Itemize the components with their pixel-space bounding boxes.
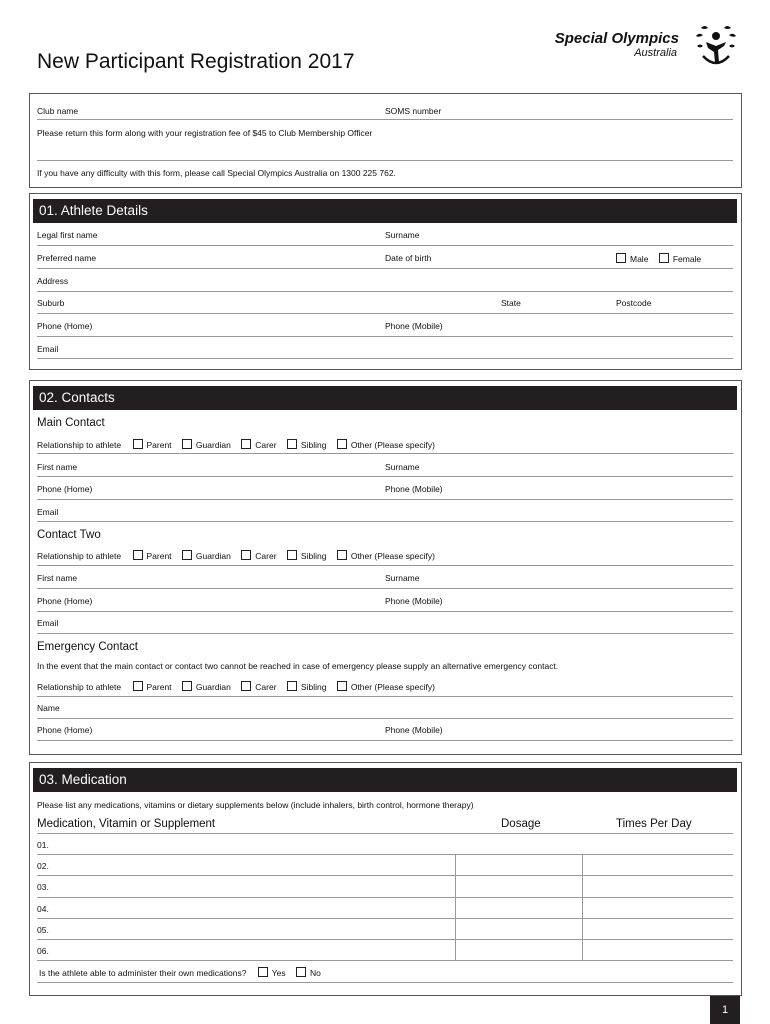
carer-label: Carer xyxy=(255,440,277,450)
col-medication-header: Medication, Vitamin or Supplement xyxy=(37,818,216,830)
row-label-6: 06. xyxy=(37,946,49,956)
return-note: Please return this form along with your registration fee of $45 to Club Membership Officer xyxy=(37,128,373,138)
row-label-1: 01. xyxy=(37,840,49,850)
other-label: Other (Please specify) xyxy=(350,551,435,561)
email-field[interactable] xyxy=(37,358,733,359)
phone-home-label: Phone (Home) xyxy=(37,596,93,606)
relationship-line xyxy=(37,565,733,566)
relationship-label: Relationship to athlete xyxy=(37,551,122,561)
main-relationship-row xyxy=(37,439,443,450)
page-number: 1 xyxy=(710,996,740,1024)
preferred-name-field[interactable] xyxy=(37,268,733,269)
email-field[interactable] xyxy=(37,633,733,634)
parent-label: Parent xyxy=(146,440,172,450)
times-column-divider xyxy=(582,854,583,960)
contacts-section-title: 02. Contacts xyxy=(33,386,737,410)
carer-checkbox[interactable] xyxy=(241,550,251,560)
sibling-checkbox[interactable] xyxy=(287,681,297,691)
sibling-checkbox[interactable] xyxy=(287,439,297,449)
relationship-line xyxy=(37,453,733,454)
parent-checkbox[interactable] xyxy=(133,550,143,560)
self-admin-line xyxy=(37,982,733,983)
table-row[interactable] xyxy=(37,960,733,961)
yes-label: Yes xyxy=(271,968,286,978)
medication-section-title: 03. Medication xyxy=(33,768,737,792)
guardian-label: Guardian xyxy=(195,440,231,450)
phone-home-label: Phone (Home) xyxy=(37,484,93,494)
gender-options xyxy=(616,253,709,264)
female-label: Female xyxy=(672,254,702,264)
other-label: Other (Please specify) xyxy=(350,682,435,692)
phone-mobile-label: Phone (Mobile) xyxy=(385,596,443,606)
sibling-label: Sibling xyxy=(300,682,327,692)
relationship-label: Relationship to athlete xyxy=(37,682,122,692)
self-admin-question: Is the athlete able to administer their own medications? xyxy=(39,968,247,978)
emergency-relationship-row xyxy=(37,681,443,692)
female-checkbox[interactable] xyxy=(659,253,669,263)
club-name-field[interactable] xyxy=(37,119,733,120)
table-row[interactable] xyxy=(37,875,733,876)
row-label-2: 02. xyxy=(37,861,49,871)
sibling-checkbox[interactable] xyxy=(287,550,297,560)
surname-label: Surname xyxy=(385,573,420,583)
parent-label: Parent xyxy=(146,682,172,692)
sibling-label: Sibling xyxy=(300,551,327,561)
logo xyxy=(520,30,745,80)
phone-field[interactable] xyxy=(37,499,733,500)
main-contact-title: Main Contact xyxy=(37,417,105,429)
yes-checkbox[interactable] xyxy=(258,967,268,977)
phone-mobile-label: Phone (Mobile) xyxy=(385,725,443,735)
phone-field[interactable] xyxy=(37,611,733,612)
email-label: Email xyxy=(37,618,59,628)
logo-text: Special Olympics xyxy=(554,30,679,47)
address-label: Address xyxy=(37,276,69,286)
phone-home-label: Phone (Home) xyxy=(37,321,93,331)
suburb-field[interactable] xyxy=(37,313,733,314)
self-admin-row xyxy=(39,967,329,978)
phone-field[interactable] xyxy=(37,336,733,337)
phone-mobile-label: Phone (Mobile) xyxy=(385,321,443,331)
soms-number-label: SOMS number xyxy=(385,106,442,116)
club-name-label: Club name xyxy=(37,106,79,116)
preferred-name-label: Preferred name xyxy=(37,253,97,263)
contacts-section xyxy=(29,380,742,755)
first-name-label: First name xyxy=(37,462,78,472)
other-checkbox[interactable] xyxy=(337,550,347,560)
email-label: Email xyxy=(37,344,59,354)
first-name-field[interactable] xyxy=(37,476,733,477)
surname-label: Surname xyxy=(385,230,420,240)
sibling-label: Sibling xyxy=(300,440,327,450)
guardian-checkbox[interactable] xyxy=(182,439,192,449)
relationship-line xyxy=(37,696,733,697)
phone-field[interactable] xyxy=(37,740,733,741)
carer-checkbox[interactable] xyxy=(241,681,251,691)
guardian-checkbox[interactable] xyxy=(182,681,192,691)
state-label: State xyxy=(501,298,521,308)
guardian-checkbox[interactable] xyxy=(182,550,192,560)
other-label: Other (Please specify) xyxy=(350,440,435,450)
male-checkbox[interactable] xyxy=(616,253,626,263)
other-checkbox[interactable] xyxy=(337,439,347,449)
parent-checkbox[interactable] xyxy=(133,681,143,691)
row-label-5: 05. xyxy=(37,925,49,935)
guardian-label: Guardian xyxy=(195,551,231,561)
table-row[interactable] xyxy=(37,854,733,855)
parent-label: Parent xyxy=(146,551,172,561)
table-row[interactable] xyxy=(37,918,733,919)
no-checkbox[interactable] xyxy=(296,967,306,977)
table-row[interactable] xyxy=(37,897,733,898)
name-field[interactable] xyxy=(37,718,733,719)
email-field[interactable] xyxy=(37,521,733,522)
table-header-line xyxy=(37,833,733,834)
row-label-3: 03. xyxy=(37,882,49,892)
parent-checkbox[interactable] xyxy=(133,439,143,449)
no-label: No xyxy=(310,968,321,978)
table-row[interactable] xyxy=(37,939,733,940)
contact-two-title: Contact Two xyxy=(37,529,101,541)
legal-first-name-label: Legal first name xyxy=(37,230,98,240)
name-label: Name xyxy=(37,703,60,713)
difficulty-note: If you have any difficulty with this form, please call Special Olympics Australia on 1300 225 762. xyxy=(37,168,396,178)
emergency-contact-title: Emergency Contact xyxy=(37,641,138,653)
two-relationship-row xyxy=(37,550,443,561)
suburb-label: Suburb xyxy=(37,298,65,308)
address-field[interactable] xyxy=(37,291,733,292)
emergency-note: In the event that the main contact or contact two cannot be reached in case of emergency please supply an alternative emergency contact. xyxy=(37,661,559,671)
col-dosage-header: Dosage xyxy=(501,818,541,830)
male-label: Male xyxy=(630,254,649,264)
first-name-field[interactable] xyxy=(37,588,733,589)
surname-label: Surname xyxy=(385,462,420,472)
dosage-column-divider xyxy=(455,854,456,960)
page-title: New Participant Registration 2017 xyxy=(37,50,355,73)
athlete-section-title: 01. Athlete Details xyxy=(33,199,737,223)
phone-mobile-label: Phone (Mobile) xyxy=(385,484,443,494)
col-times-header: Times Per Day xyxy=(616,818,692,830)
carer-label: Carer xyxy=(255,551,277,561)
guardian-label: Guardian xyxy=(195,682,231,692)
medication-note: Please list any medications, vitamins or dietary supplements below (include inhalers, birth control, hormone therapy) xyxy=(37,800,474,810)
email-label: Email xyxy=(37,507,59,517)
return-line xyxy=(37,160,733,161)
special-olympics-emblem-icon xyxy=(691,22,741,72)
row-label-4: 04. xyxy=(37,904,49,914)
postcode-label: Postcode xyxy=(616,298,652,308)
relationship-label: Relationship to athlete xyxy=(37,440,122,450)
legal-first-name-field[interactable] xyxy=(37,245,733,246)
other-checkbox[interactable] xyxy=(337,681,347,691)
phone-home-label: Phone (Home) xyxy=(37,725,93,735)
first-name-label: First name xyxy=(37,573,78,583)
logo-subtext: Australia xyxy=(634,47,677,59)
carer-label: Carer xyxy=(255,682,277,692)
carer-checkbox[interactable] xyxy=(241,439,251,449)
dob-label: Date of birth xyxy=(385,253,432,263)
